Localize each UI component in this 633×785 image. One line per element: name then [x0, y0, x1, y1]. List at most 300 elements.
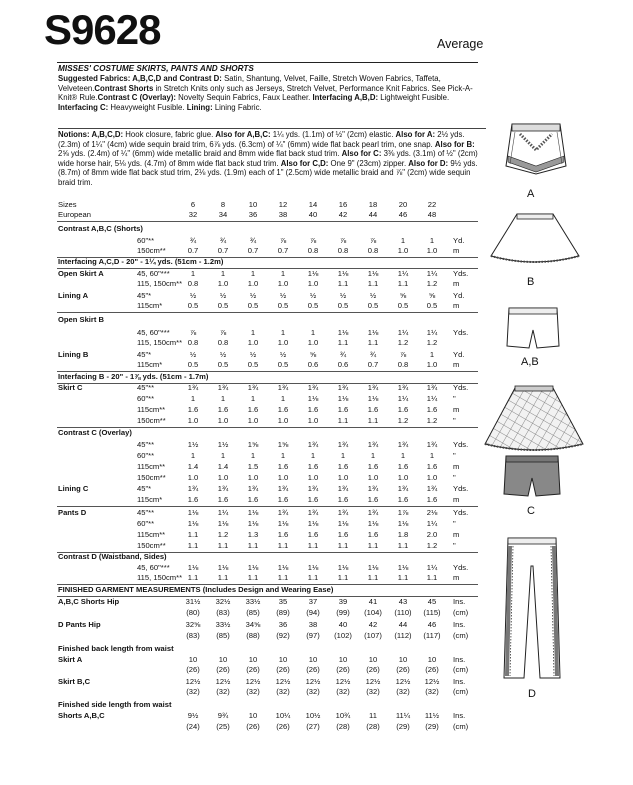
table-cell: 1.1	[277, 541, 289, 550]
table-cell: ½	[219, 291, 227, 300]
table-cell: 1.0	[397, 246, 409, 255]
table-cell: 1¾	[337, 440, 349, 449]
table-cell: 36	[248, 210, 258, 219]
table-cell: 1⅛	[367, 269, 379, 278]
row-fabric-width: 115cm*	[137, 301, 163, 310]
table-cell: 10¼	[275, 711, 291, 720]
table-cell: ⅝	[428, 291, 436, 300]
table-cell: 1⅛	[247, 508, 259, 517]
table-cell: 1.6	[217, 495, 229, 504]
table-cell: 1	[250, 451, 256, 460]
table-cell: 1¼	[397, 394, 409, 403]
table-cell: ½	[279, 291, 287, 300]
row-fabric-width: 60"**	[137, 451, 155, 460]
table-cell: 1⅝	[247, 440, 259, 449]
notions-section	[58, 128, 486, 188]
fabrics-label: Interfacing A,B,D:	[312, 93, 379, 103]
table-cell: 40	[338, 620, 348, 629]
table-cell: 1.1	[247, 573, 259, 582]
table-cell: ½	[189, 291, 197, 300]
table-row	[57, 495, 478, 505]
table-cell: ¾	[219, 236, 227, 245]
row-label: Finished side length from waist	[58, 700, 172, 709]
table-cell: (28)	[336, 722, 350, 731]
row-unit: Ins.	[453, 655, 466, 664]
table-cell: 36	[278, 620, 288, 629]
table-cell: 11	[369, 711, 377, 720]
table-cell: 1	[370, 451, 376, 460]
table-cell: 1	[400, 451, 406, 460]
row-unit: "	[453, 451, 456, 460]
table-row	[57, 687, 478, 697]
fabrics-section	[58, 74, 486, 112]
table-cell: 44	[398, 620, 408, 629]
table-cell: 1⅛	[367, 394, 379, 403]
table-cell: (25)	[216, 722, 230, 731]
table-cell: 12½	[305, 677, 321, 686]
table-cell: 1.6	[337, 462, 349, 471]
table-cell: (26)	[276, 722, 290, 731]
table-cell: ⅞	[189, 328, 197, 337]
table-cell: 1	[340, 451, 346, 460]
table-cell: 16	[338, 200, 348, 209]
notions-label: Also for C:	[341, 149, 382, 159]
notions-label: Also for A,B,C:	[215, 130, 271, 139]
table-cell: 1	[280, 394, 286, 403]
table-cell: 1¾	[247, 383, 259, 392]
table-cell: ½	[249, 350, 257, 359]
table-cell: 1.6	[307, 405, 319, 414]
table-cell: 1⅛	[337, 519, 349, 528]
table-cell: 1.4	[187, 462, 199, 471]
fabrics-label: Lining:	[186, 102, 213, 112]
table-cell: 10	[278, 655, 288, 664]
row-fabric-width: 45"**	[137, 508, 155, 517]
table-cell: 0.6	[307, 360, 319, 369]
table-row	[57, 301, 478, 311]
table-cell: 10	[398, 655, 408, 664]
table-cell: (26)	[186, 665, 200, 674]
figure-c-shorts	[502, 454, 562, 500]
figure-c-label: C	[527, 505, 535, 517]
table-cell: 1.6	[397, 495, 409, 504]
row-label: Finished back length from waist	[58, 644, 174, 653]
table-row	[57, 451, 478, 461]
table-cell: (92)	[276, 631, 290, 640]
table-cell: 1.1	[367, 541, 379, 550]
row-unit: Yds.	[453, 484, 469, 493]
table-divider	[57, 221, 478, 222]
table-cell: 12½	[424, 677, 440, 686]
table-cell: 1.1	[397, 279, 409, 288]
table-cell: ⅞	[279, 236, 287, 245]
table-row	[57, 644, 478, 654]
table-cell: (80)	[186, 608, 200, 617]
table-cell: 9½	[187, 711, 199, 720]
table-cell: 1.1	[277, 573, 289, 582]
row-fabric-width: 45"*	[137, 484, 152, 493]
table-cell: 1⅛	[307, 519, 319, 528]
table-cell: 1	[190, 269, 196, 278]
table-cell: (99)	[336, 608, 350, 617]
table-row	[57, 700, 478, 710]
table-row	[57, 246, 478, 256]
table-cell: 1.6	[307, 530, 319, 539]
table-cell: 1¾	[337, 508, 349, 517]
table-cell: 1.0	[426, 473, 438, 482]
table-row	[57, 405, 478, 415]
table-cell: 1	[220, 269, 226, 278]
table-cell: 0.7	[187, 246, 199, 255]
table-cell: 1.1	[187, 530, 199, 539]
table-cell: 1.0	[247, 338, 259, 347]
table-cell: 20	[398, 200, 408, 209]
table-cell: 1⅛	[397, 563, 409, 572]
table-cell: 1.0	[307, 473, 319, 482]
table-cell: 1.0	[277, 416, 289, 425]
table-cell: 1⅛	[307, 563, 319, 572]
table-cell: (94)	[306, 608, 320, 617]
row-label: Contrast D (Waistband, Sides)	[58, 552, 167, 561]
table-row	[57, 541, 478, 551]
table-cell: 1¾	[217, 383, 229, 392]
figure-a-skirt	[500, 122, 572, 182]
table-cell: 1.6	[277, 495, 289, 504]
table-cell: 0.5	[247, 360, 259, 369]
row-unit: (cm)	[453, 687, 469, 696]
table-cell: (110)	[394, 608, 412, 617]
figure-c-skirt	[481, 384, 587, 456]
table-row	[57, 338, 478, 348]
table-cell: 44	[368, 210, 378, 219]
row-fabric-width: 115, 150cm**	[137, 573, 183, 582]
table-row	[57, 597, 478, 607]
row-unit: m	[453, 405, 460, 414]
fabrics-text: Satin, Shantung, Velvet, Faille, Stretch Woven Fabrics, Taffeta, Velveteen.	[58, 74, 441, 93]
table-cell: 0.8	[337, 246, 349, 255]
table-cell: 1.6	[337, 495, 349, 504]
row-label: Skirt C	[58, 383, 83, 392]
notions-label: Also for A:	[395, 130, 436, 139]
table-cell: 1.0	[277, 473, 289, 482]
table-row	[57, 665, 478, 675]
table-cell: 1.0	[277, 338, 289, 347]
row-unit: Yd.	[453, 350, 465, 359]
table-cell: ⅞	[309, 236, 317, 245]
table-cell: 1.0	[307, 338, 319, 347]
row-label: Skirt B,C	[58, 677, 91, 686]
table-cell: 1.1	[337, 541, 349, 550]
table-cell: 0.7	[247, 246, 259, 255]
table-cell: 1⅛	[337, 563, 349, 572]
table-cell: ⅝	[399, 291, 407, 300]
table-cell: 1¼	[397, 328, 409, 337]
table-row	[57, 508, 478, 518]
table-cell: 1.2	[397, 338, 409, 347]
table-cell: 1	[429, 350, 435, 359]
table-cell: (26)	[276, 665, 290, 674]
table-row	[57, 200, 478, 210]
table-cell: 1¾	[426, 484, 438, 493]
table-cell: ½	[339, 291, 347, 300]
table-cell: 1¾	[307, 383, 319, 392]
row-fabric-width: 115cm*	[137, 495, 163, 504]
table-cell: (29)	[396, 722, 410, 731]
table-cell: 1⅛	[217, 519, 229, 528]
table-cell: 1.0	[217, 473, 229, 482]
fabrics-text: Lining Fabric.	[212, 102, 262, 112]
table-cell: (32)	[366, 687, 380, 696]
table-cell: 1.3	[247, 530, 259, 539]
row-label: Shorts A,B,C	[58, 711, 105, 720]
table-cell: (112)	[394, 631, 412, 640]
table-cell: 1.1	[187, 541, 199, 550]
table-cell: 1¾	[397, 383, 409, 392]
table-cell: 0.8	[187, 279, 199, 288]
table-row	[57, 350, 478, 360]
table-row	[57, 655, 478, 665]
table-cell: 1	[400, 236, 406, 245]
table-cell: 1.6	[426, 495, 438, 504]
table-cell: 1.6	[426, 462, 438, 471]
table-cell: 1¾	[426, 383, 438, 392]
table-cell: 1⅛	[367, 328, 379, 337]
table-cell: 1⅛	[337, 328, 349, 337]
table-cell: 14	[308, 200, 318, 209]
table-cell: 1.6	[337, 530, 349, 539]
table-row	[57, 722, 478, 732]
table-cell: 32	[188, 210, 198, 219]
table-row	[57, 394, 478, 404]
figure-b-label: B	[527, 276, 535, 288]
table-cell: 1¾	[247, 484, 259, 493]
table-row	[57, 360, 478, 370]
table-cell: 1.1	[367, 279, 379, 288]
table-cell: 1	[190, 394, 196, 403]
table-cell: 1.6	[397, 462, 409, 471]
table-cell: ⅞	[219, 328, 227, 337]
table-cell: 1¾	[277, 383, 289, 392]
table-cell: ¾	[369, 350, 377, 359]
table-cell: 22	[427, 200, 437, 209]
table-cell: (32)	[216, 687, 230, 696]
table-cell: (27)	[306, 722, 320, 731]
fabrics-label: Contrast Shorts	[94, 83, 154, 93]
row-fabric-width: 115cm**	[137, 405, 166, 414]
row-fabric-width: 115cm*	[137, 360, 163, 369]
table-cell: 1.2	[426, 338, 438, 347]
table-cell: 10	[338, 655, 348, 664]
table-cell: 1⅛	[337, 269, 349, 278]
table-cell: 10¾	[335, 711, 351, 720]
table-cell: 1¼	[426, 519, 438, 528]
row-unit: "	[453, 416, 456, 425]
table-cell: 10	[188, 655, 198, 664]
row-unit: Yds.	[453, 508, 469, 517]
table-cell: 0.6	[337, 360, 349, 369]
row-unit: (cm)	[453, 665, 469, 674]
fabrics-text: Novelty Sequin Fabrics, Faux Leather.	[175, 93, 313, 103]
table-cell: (26)	[246, 665, 260, 674]
table-cell: 1⅛	[397, 519, 409, 528]
table-cell: 9¾	[217, 711, 229, 720]
table-cell: 33½	[215, 620, 231, 629]
row-unit: Ins.	[453, 677, 466, 686]
table-cell: 1.6	[367, 495, 379, 504]
table-row	[57, 291, 478, 301]
table-cell: 0.5	[337, 301, 349, 310]
table-cell: ½	[369, 291, 377, 300]
table-row	[57, 677, 478, 687]
table-cell: 1¾	[187, 383, 199, 392]
row-fabric-width: 45"**	[137, 440, 155, 449]
table-cell: ¾	[339, 350, 347, 359]
row-unit: Yds.	[453, 440, 469, 449]
table-cell: ½	[279, 350, 287, 359]
notions-label: Notions: A,B,C,D:	[58, 130, 124, 139]
table-cell: 0.5	[217, 360, 229, 369]
table-cell: 46	[427, 620, 437, 629]
table-cell: 10	[248, 711, 258, 720]
table-row	[57, 428, 478, 438]
table-row	[57, 552, 478, 562]
table-cell: 1¾	[277, 508, 289, 517]
row-unit: Ins.	[453, 711, 466, 720]
table-cell: 1⅝	[277, 440, 289, 449]
table-cell: 1¾	[367, 484, 379, 493]
table-cell: ¾	[249, 236, 257, 245]
table-row	[57, 315, 478, 325]
table-cell: 42	[368, 620, 378, 629]
table-cell: ⅞	[339, 236, 347, 245]
row-fabric-width: 45"*	[137, 291, 152, 300]
table-row	[57, 372, 478, 382]
table-cell: 2.0	[426, 530, 438, 539]
row-label: Contrast C (Overlay)	[58, 428, 132, 437]
table-cell: 1.6	[187, 495, 199, 504]
notions-label: Also for C,D:	[280, 158, 329, 168]
table-cell: 1.1	[337, 573, 349, 582]
row-unit: Ins.	[453, 597, 466, 606]
figure-d-label: D	[528, 688, 536, 700]
pattern-heading: MISSES' COSTUME SKIRTS, PANTS AND SHORTS	[58, 64, 254, 73]
table-cell: (24)	[186, 722, 200, 731]
table-row	[57, 416, 478, 426]
table-cell: 1¼	[426, 563, 438, 572]
table-cell: 1.6	[277, 405, 289, 414]
table-cell: 1.1	[187, 573, 199, 582]
table-cell: (102)	[334, 631, 352, 640]
table-cell: ⅞	[369, 236, 377, 245]
table-cell: 33½	[245, 597, 261, 606]
table-cell: 1.0	[247, 279, 259, 288]
table-cell: 1½	[187, 440, 199, 449]
size-range-label: Average	[437, 37, 484, 51]
table-cell: 12½	[275, 677, 291, 686]
table-cell: 10½	[305, 711, 321, 720]
table-cell: 10	[248, 655, 258, 664]
table-cell: 1.2	[426, 279, 438, 288]
figure-b-skirt	[487, 212, 583, 268]
table-cell: ½	[309, 291, 317, 300]
table-cell: 42	[338, 210, 348, 219]
table-cell: 38	[278, 210, 288, 219]
table-cell: 1	[220, 451, 226, 460]
row-label: Interfacing A,C,D - 20" - 1¼ yds. (51cm - 1.2m)	[58, 257, 224, 266]
table-cell: 1¾	[217, 484, 229, 493]
row-fabric-width: 60"**	[137, 519, 155, 528]
table-cell: (83)	[186, 631, 200, 640]
row-unit: "	[453, 519, 456, 528]
table-cell: (32)	[336, 687, 350, 696]
table-cell: (32)	[306, 687, 320, 696]
table-cell: 1⅛	[247, 563, 259, 572]
table-cell: 1	[310, 328, 316, 337]
table-cell: 1¾	[277, 484, 289, 493]
table-cell: 1.4	[217, 462, 229, 471]
table-cell: 1¼	[397, 269, 409, 278]
table-cell: 1.6	[247, 495, 259, 504]
row-unit: "	[453, 473, 456, 482]
table-cell: ⅝	[309, 350, 317, 359]
table-cell: 12½	[365, 677, 381, 686]
row-label: European	[58, 210, 91, 219]
table-cell: 11¼	[395, 711, 411, 720]
table-cell: 10	[248, 200, 258, 209]
table-row	[57, 563, 478, 573]
table-cell: 0.8	[367, 246, 379, 255]
table-cell: 0.5	[187, 301, 199, 310]
table-cell: 12½	[245, 677, 261, 686]
table-cell: 41	[368, 597, 378, 606]
table-cell: 1⅛	[367, 519, 379, 528]
row-label: Contrast A,B,C (Shorts)	[58, 224, 143, 233]
row-fabric-width: 150cm**	[137, 416, 166, 425]
table-cell: 1.1	[217, 541, 229, 550]
notions-text: 1¼ yds. (1.1m) of ½" (2cm) elastic.	[270, 130, 396, 139]
table-cell: 0.5	[426, 301, 438, 310]
table-cell: 1.1	[307, 541, 319, 550]
table-cell: (32)	[276, 687, 290, 696]
table-cell: 1.0	[247, 416, 259, 425]
table-cell: 1.2	[426, 541, 438, 550]
top-rule	[57, 62, 478, 63]
table-cell: 0.7	[217, 246, 229, 255]
table-cell: 1	[250, 328, 256, 337]
table-cell: 1	[429, 236, 435, 245]
row-fabric-width: 115cm**	[137, 530, 166, 539]
row-unit: m	[453, 246, 460, 255]
table-cell: 0.8	[187, 338, 199, 347]
row-fabric-width: 45, 60"***	[137, 269, 170, 278]
row-fabric-width: 150cm**	[137, 246, 166, 255]
table-cell: 1.6	[337, 405, 349, 414]
table-cell: ⅞	[399, 350, 407, 359]
table-cell: 1.0	[367, 473, 379, 482]
row-unit: m	[453, 462, 460, 471]
notions-text: 2½ yds. (2.3m) of 1¼" (4cm) wide sequin braid trim, 6⅞ yds. (6.3cm) of ¼" (6mm) wide flat back pearl trim, one snap.	[58, 130, 465, 149]
table-cell: 1⅛	[277, 519, 289, 528]
table-row	[57, 530, 478, 540]
table-cell: 0.8	[397, 360, 409, 369]
table-cell: 1.0	[307, 416, 319, 425]
notions-text: 2⅝ yds. (2.4m) of ¼" (6mm) wide metallic braid and 8mm wide flat back stud trim.	[58, 149, 342, 159]
table-cell: 1.0	[307, 279, 319, 288]
fabrics-text: Lightweight Fusible.	[378, 93, 450, 103]
row-label: Sizes	[58, 200, 77, 209]
table-cell: 1.1	[337, 279, 349, 288]
table-cell: 31½	[185, 597, 201, 606]
